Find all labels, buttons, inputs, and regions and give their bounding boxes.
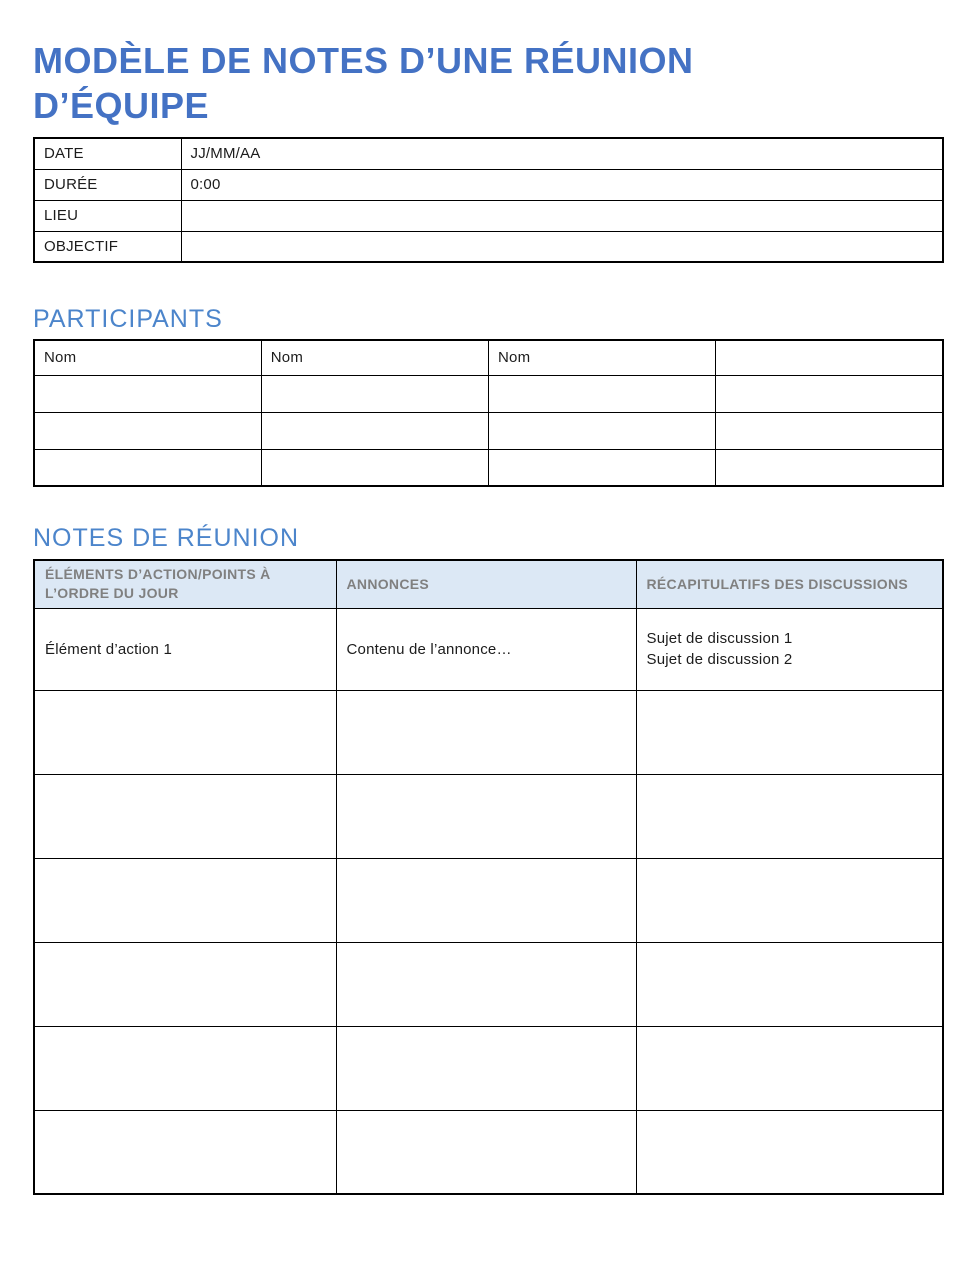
info-row-lieu	[34, 200, 943, 231]
notes-announcement-cell[interactable]	[336, 1110, 636, 1194]
notes-action-item-cell[interactable]	[34, 942, 336, 1026]
notes-header-row	[34, 560, 943, 608]
notes-discussion-cell[interactable]	[636, 690, 943, 774]
participant-cell[interactable]	[261, 412, 488, 449]
notes-discussion-cell[interactable]	[636, 942, 943, 1026]
notes-empty-row	[34, 774, 943, 858]
participant-cell[interactable]	[34, 412, 261, 449]
notes-announcement-cell[interactable]	[336, 774, 636, 858]
document-page	[0, 38, 977, 1195]
info-value-objectif[interactable]	[181, 231, 943, 262]
info-row-duree	[34, 169, 943, 200]
participant-cell[interactable]	[489, 449, 716, 486]
participants-header-nom-3: Nom	[489, 340, 716, 375]
notes-discussion-cell[interactable]	[636, 774, 943, 858]
notes-announcement-cell[interactable]: Contenu de l’annonce…	[336, 608, 636, 690]
participant-cell[interactable]	[261, 375, 488, 412]
notes-action-item-cell[interactable]	[34, 1026, 336, 1110]
notes-empty-row	[34, 690, 943, 774]
info-label-duree: DURÉE	[34, 169, 181, 200]
participant-cell[interactable]	[716, 412, 943, 449]
notes-discussion-cell[interactable]	[636, 1110, 943, 1194]
notes-action-item-cell[interactable]	[34, 690, 336, 774]
discussion-line: Sujet de discussion 2	[646, 651, 793, 668]
discussion-line: Sujet de discussion 1	[646, 630, 793, 647]
notes-announcement-cell[interactable]	[336, 1026, 636, 1110]
notes-announcement-cell[interactable]	[336, 942, 636, 1026]
participant-cell[interactable]	[716, 375, 943, 412]
notes-empty-row	[34, 942, 943, 1026]
notes-empty-row	[34, 858, 943, 942]
page-title	[33, 38, 944, 128]
page-title-line-1: MODÈLE DE NOTES D’UNE RÉUNION	[33, 40, 694, 81]
notes-empty-row	[34, 1026, 943, 1110]
info-label-date: DATE	[34, 138, 181, 169]
notes-header-recapitulatifs: RÉCAPITULATIFS DES DISCUSSIONS	[636, 560, 943, 608]
notes-announcement-cell[interactable]	[336, 690, 636, 774]
info-value-duree[interactable]: 0:00	[181, 169, 943, 200]
notes-heading: NOTES DE RÉUNION	[33, 524, 300, 552]
notes-discussion-cell[interactable]	[636, 858, 943, 942]
notes-announcement-cell[interactable]	[336, 858, 636, 942]
participant-cell[interactable]	[716, 449, 943, 486]
notes-action-item-cell[interactable]: Élément d’action 1	[34, 608, 336, 690]
info-label-objectif: OBJECTIF	[34, 231, 181, 262]
participants-row	[34, 412, 943, 449]
notes-header-annonces: ANNONCES	[336, 560, 636, 608]
notes-action-item-cell[interactable]	[34, 774, 336, 858]
participants-heading: PARTICIPANTS	[33, 305, 223, 333]
participants-table	[33, 339, 944, 487]
participants-header-empty	[716, 340, 943, 375]
notes-action-item-cell[interactable]	[34, 858, 336, 942]
notes-table	[33, 559, 944, 1195]
participant-cell[interactable]	[489, 412, 716, 449]
notes-first-row	[34, 608, 943, 690]
info-value-lieu[interactable]	[181, 200, 943, 231]
participants-header-nom-2: Nom	[261, 340, 488, 375]
meeting-info-table	[33, 137, 944, 263]
page-title-line-2: D’ÉQUIPE	[33, 85, 210, 126]
notes-empty-row	[34, 1110, 943, 1194]
notes-discussion-cell[interactable]	[636, 1026, 943, 1110]
notes-action-item-cell[interactable]	[34, 1110, 336, 1194]
participants-row	[34, 375, 943, 412]
participants-header-row	[34, 340, 943, 375]
participants-row	[34, 449, 943, 486]
info-row-date	[34, 138, 943, 169]
participant-cell[interactable]	[34, 449, 261, 486]
notes-header-action-items: ÉLÉMENTS D’ACTION/POINTS À L’ORDRE DU JOUR	[34, 560, 336, 608]
info-row-objectif	[34, 231, 943, 262]
notes-discussion-cell[interactable]	[636, 608, 943, 690]
participant-cell[interactable]	[261, 449, 488, 486]
participant-cell[interactable]	[34, 375, 261, 412]
info-value-date[interactable]: JJ/MM/AA	[181, 138, 943, 169]
participant-cell[interactable]	[489, 375, 716, 412]
participants-header-nom-1: Nom	[34, 340, 261, 375]
info-label-lieu: LIEU	[34, 200, 181, 231]
